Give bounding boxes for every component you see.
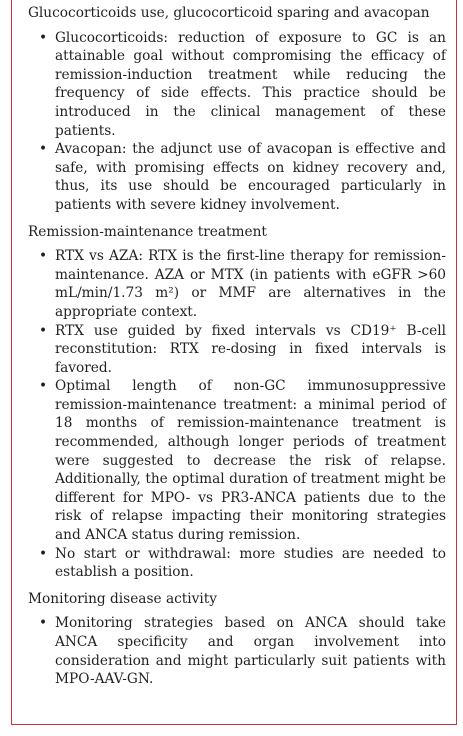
bullet-icon: • bbox=[39, 141, 48, 158]
bullet-icon: • bbox=[39, 322, 48, 339]
bullet-icon: • bbox=[39, 29, 48, 46]
section-heading-glucocorticoids: Glucocorticoids use, glucocorticoid sparing and avacopan bbox=[28, 5, 430, 21]
list-item bbox=[28, 29, 446, 141]
list-item-text: Optimal length of non-GC immunosuppressive remission-maintenance treatment: a minimal period of 18 months of remission-maintenance treatment is recommended, although longer periods of treatment were suggested to decrease the risk of relapse. Additionally, the optimal duration of treatment might be different for MPO- vs PR3-ANCA patients due to the risk of relapse impacting their monitoring strategies and ANCA status during remission. bbox=[55, 378, 446, 544]
bullet-list-monitoring bbox=[28, 614, 446, 688]
section-heading-monitoring: Monitoring disease activity bbox=[28, 590, 217, 607]
list-item-text: Glucocorticoids: reduction of exposure to GC is an attainable goal without compromising the efficacy of remission-induction treatment while reducing the frequency of side effects. This practice should be introduced in the clinical management of these patients. bbox=[55, 29, 446, 139]
list-item bbox=[28, 322, 446, 378]
bullet-icon: • bbox=[39, 378, 48, 395]
list-item-text: RTX use guided by fixed intervals vs CD19⁺ B-cell reconstitution: RTX re-dosing in fixed intervals is favored. bbox=[55, 322, 446, 376]
list-item bbox=[28, 377, 446, 544]
section-heading-remission-maintenance: Remission-maintenance treatment bbox=[28, 223, 267, 240]
list-item-text: No start or withdrawal: more studies are needed to establish a position. bbox=[55, 545, 446, 581]
bullet-list-glucocorticoids bbox=[28, 29, 446, 215]
list-item bbox=[28, 545, 446, 582]
list-item bbox=[28, 140, 446, 214]
box-content bbox=[28, 4, 446, 697]
bullet-list-remission-maintenance bbox=[28, 247, 446, 582]
list-item-text: Monitoring strategies based on ANCA should take ANCA specificity and organ involvement into consideration and might particularly suit patients with MPO-AAV-GN. bbox=[55, 615, 446, 688]
bullet-icon: • bbox=[39, 545, 48, 562]
bullet-icon: • bbox=[39, 248, 48, 265]
list-item bbox=[28, 614, 446, 688]
list-item-text: RTX vs AZA: RTX is the first-line therapy for remission-maintenance. AZA or MTX (in patients with eGFR >60 mL/min/1.73 m²) or MMF are alternatives in the appropriate context. bbox=[55, 248, 446, 320]
list-item bbox=[28, 247, 446, 321]
list-item-text: Avacopan: the adjunct use of avacopan is effective and safe, with promising effects on kidney recovery and, thus, its use should be encouraged particularly in patients with severe kidney involvement. bbox=[55, 141, 446, 213]
bullet-icon: • bbox=[39, 615, 48, 632]
